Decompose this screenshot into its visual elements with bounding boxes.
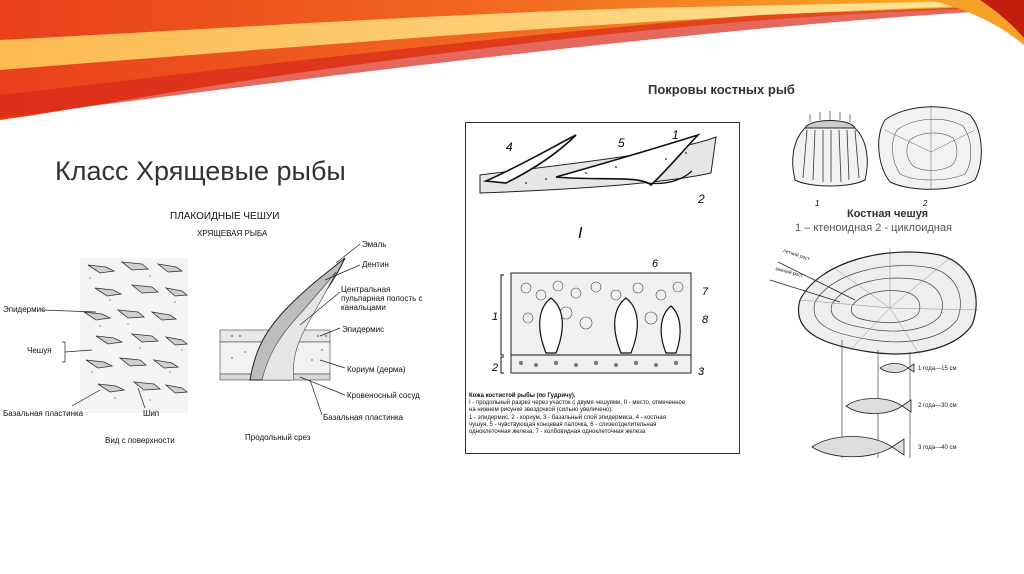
skin-num-8: 8 — [702, 314, 709, 326]
scale-num-1: 1 — [815, 199, 820, 208]
label-blood-vessel: Кровеносный сосуд — [347, 391, 420, 400]
label-dentin: Дентин — [362, 260, 389, 269]
label-basal-plate-left: Базальная пластинка — [3, 409, 84, 418]
label-year-3: 3 года—40 см — [918, 445, 957, 451]
fish-year-2 — [846, 399, 911, 414]
skin-num-1-top: 1 — [672, 128, 679, 142]
scale-surface-pattern — [80, 258, 188, 413]
label-summer-growth: летний рост — [782, 248, 811, 263]
label-spine: Шип — [143, 409, 160, 418]
slide-title: Класс Хрящевые рыбы — [55, 156, 346, 186]
scale-num-2: 2 — [923, 199, 928, 208]
skin-num-4: 4 — [506, 140, 513, 154]
section-title: Покровы костных рыб — [648, 82, 795, 97]
label-scale: Чешуя — [27, 346, 52, 355]
label-enamel: Эмаль — [362, 240, 387, 249]
bony-scale-heading: Костная чешуя — [847, 208, 929, 220]
skin-num-6: 6 — [652, 258, 659, 270]
bony-skin-caption-line: I - продольный разрез через участок с двумя чешуями, II - место, отмеченное — [469, 400, 686, 407]
label-corium: Кориум (дерма) — [347, 365, 406, 374]
bony-skin-caption-line: одноклеточная железа, 7 - колбовидная одноклеточная железа — [469, 429, 646, 436]
bony-skin-caption-title: Кожа костистой рыбы (по Гудричу). — [469, 393, 576, 399]
ctenoid-scale — [793, 111, 868, 186]
label-epidermis-left: Эпидермис — [3, 305, 46, 314]
skin-num-2-bottom: 2 — [492, 362, 499, 374]
fish-year-1 — [880, 364, 914, 373]
bony-scales-illustration — [785, 100, 985, 210]
bony-skin-caption-line: чушуя, 5 - чувствующая концевая палочка, 6 - слизеотделительная — [469, 421, 657, 428]
cycloid-scale — [879, 105, 982, 190]
bony-skin-illustration — [466, 123, 739, 388]
bony-skin-caption — [469, 393, 737, 436]
skin-num-3: 3 — [698, 366, 705, 378]
label-year-1: 1 года—15 см — [918, 366, 957, 372]
skin-section-ii — [491, 258, 709, 378]
bony-scale-subtitle: 1 – ктеноидная 2 - циклоидная — [795, 222, 952, 234]
label-pulp-cavity: Центральная пульпарная полость с канальцами — [341, 285, 423, 312]
bony-skin-caption-line: на нижнем рисунке звездочкой (сильно увеличено): — [469, 407, 613, 414]
label-year-2: 2 года—30 см — [918, 403, 957, 409]
skin-num-5: 5 — [618, 136, 625, 150]
placoid-subheading: ХРЯЩЕВАЯ РЫБА — [197, 229, 268, 238]
caption-surface-view: Вид с поверхности — [105, 436, 175, 445]
fish-year-3 — [812, 437, 904, 457]
skin-num-2-top: 2 — [698, 192, 705, 206]
skin-num-1-bottom: 1 — [492, 311, 499, 323]
placoid-heading: ПЛАКОИДНЫЕ ЧЕШУИ — [170, 211, 280, 222]
bony-skin-caption-line: 1 - эпидермис, 2 - кориум, 3 - базальный слой эпидермиса, 4 - костная — [469, 414, 666, 421]
placoid-illustration — [0, 240, 440, 455]
label-winter-growth: зимний рост — [774, 266, 804, 280]
label-basal-plate-right: Базальная пластинка — [323, 413, 404, 422]
growth-rings-scale — [770, 248, 978, 355]
label-epidermis-right: Эпидермис — [342, 325, 385, 334]
skin-num-7: 7 — [702, 286, 709, 298]
skin-section-i — [480, 128, 716, 242]
caption-longitudinal-section: Продольный срез — [245, 433, 311, 442]
skin-roman-i: I — [578, 225, 583, 242]
